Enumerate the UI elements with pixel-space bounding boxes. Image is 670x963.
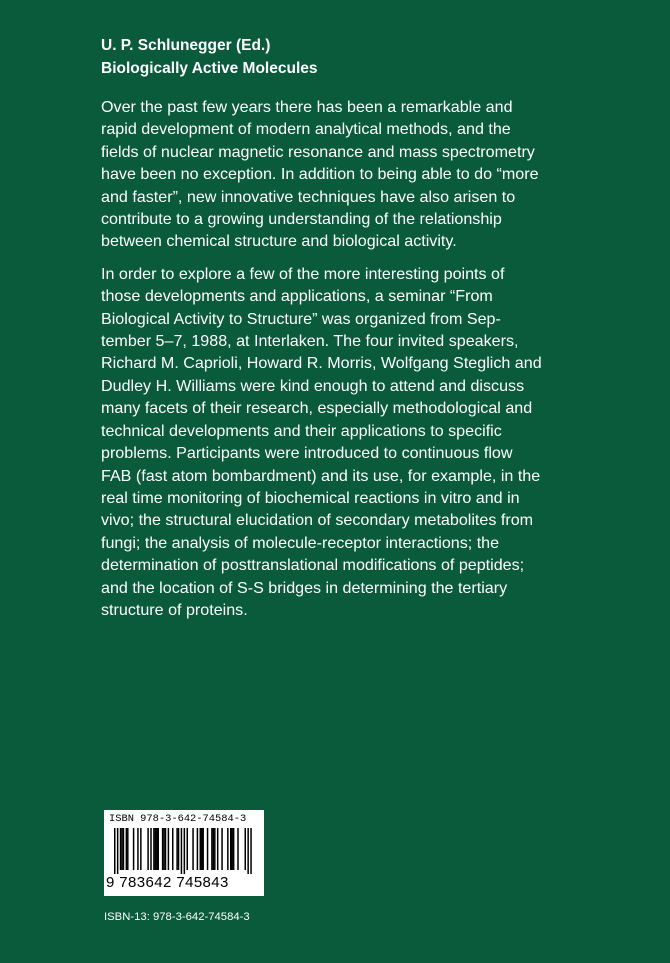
barcode-bar [165,828,167,870]
barcode-bar [176,828,178,870]
paragraph-2 [101,263,586,622]
barcode-bar [150,828,152,870]
barcode-bars [110,828,258,874]
text-line: between chemical structure and biological activity. [101,232,457,251]
text-line: rapid development of modern analytical methods, and the [101,120,511,139]
barcode-bar [121,828,123,870]
editor-name: U. P. Schlunegger (Ed.) [101,37,271,54]
barcode-bar [221,828,223,870]
text-line: have been no exception. In addition to being able to do “more [101,165,539,184]
text-line: vivo; the structural elucidation of secondary metabolites from [101,511,534,530]
barcode-bar [133,828,135,870]
book-title: Biologically Active Molecules [101,60,318,77]
barcode-bar [197,828,199,870]
barcode-bar [156,828,158,870]
barcode-bar [172,828,174,870]
back-cover-blurb [101,96,586,631]
barcode-bar [192,828,194,870]
text-line: problems. Participants were introduced to continuous flow [101,444,513,463]
text-line: fields of nuclear magnetic resonance and mass spectrometry [101,142,535,161]
text-line: contribute to a growing understanding of the relationship [101,210,502,229]
text-line: FAB (fast atom bombardment) and its use, for example, in the [101,466,541,485]
barcode-bar [155,828,157,870]
barcode-bar [214,828,216,870]
text-line: those developments and applications, a seminar “From [101,287,493,306]
barcode-bar [181,828,183,874]
text-line: fungi; the analysis of molecule-receptor interactions; the [101,533,500,552]
text-line: tember 5–7, 1988, at Interlaken. The four invited speakers, [101,332,519,351]
barcode-bar [207,828,209,870]
barcode-bar [120,828,122,870]
barcode-bar [127,828,129,870]
barcode-bar [178,828,180,870]
text-line: structure of proteins. [101,600,248,619]
paragraph-1 [101,96,586,253]
barcode-bar [231,828,233,870]
barcode-bar [227,828,229,870]
barcode-bar [158,828,160,870]
text-line: Richard M. Caprioli, Howard R. Morris, Wolfgang Steglich and [101,354,542,373]
barcode-bar [137,828,139,870]
text-line: In order to explore a few of the more interesting points of [101,264,505,283]
barcode-bar [247,828,249,874]
barcode-bar [140,828,142,870]
isbn-barcode [104,810,264,896]
barcode-bar [213,828,215,870]
barcode-digits: 9 783642 745843 [106,874,229,891]
book-header [101,34,318,80]
barcode-bar [123,828,125,870]
text-line: many facets of their research, especially methodological and [101,399,533,418]
barcode-bar [200,828,202,870]
barcode-bar [245,828,247,870]
barcode-bar [202,828,204,870]
text-line: determination of posttranslational modifications of peptides; [101,556,525,575]
barcode-bar [250,828,252,874]
text-line: and faster”, new innovative techniques have also arisen to [101,187,516,206]
barcode-bar [211,828,213,870]
barcode-bar [233,828,235,870]
barcode-bar [162,828,164,870]
text-line: Biological Activity to Structure” was organized from Sep- [101,309,501,328]
barcode-bar [187,828,189,870]
text-line: Dudley H. Williams were kind enough to attend and discuss [101,376,525,395]
text-line: and the location of S-S bridges in determining the tertiary [101,578,508,597]
text-line: technical developments and their applications to specific [101,421,502,440]
barcode-bar [114,828,116,874]
barcode-bar [117,828,119,874]
text-line: real time monitoring of biochemical reactions in vitro and in [101,488,520,507]
barcode-bar [147,828,149,870]
barcode-isbn-label: ISBN 978-3-642-74584-3 [109,813,247,825]
barcode-bar [237,828,239,870]
barcode-bar [153,828,155,870]
barcode-bar [230,828,232,870]
barcode-bar [126,828,128,870]
text-line: Over the past few years there has been a remarkable and [101,98,513,116]
barcode-bar [217,828,219,870]
barcode-bar [201,828,203,870]
barcode-bar [184,828,186,874]
barcode-bar [168,828,170,870]
barcode-bar [163,828,165,870]
isbn13-label: ISBN-13: 978-3-642-74584-3 [104,911,250,923]
